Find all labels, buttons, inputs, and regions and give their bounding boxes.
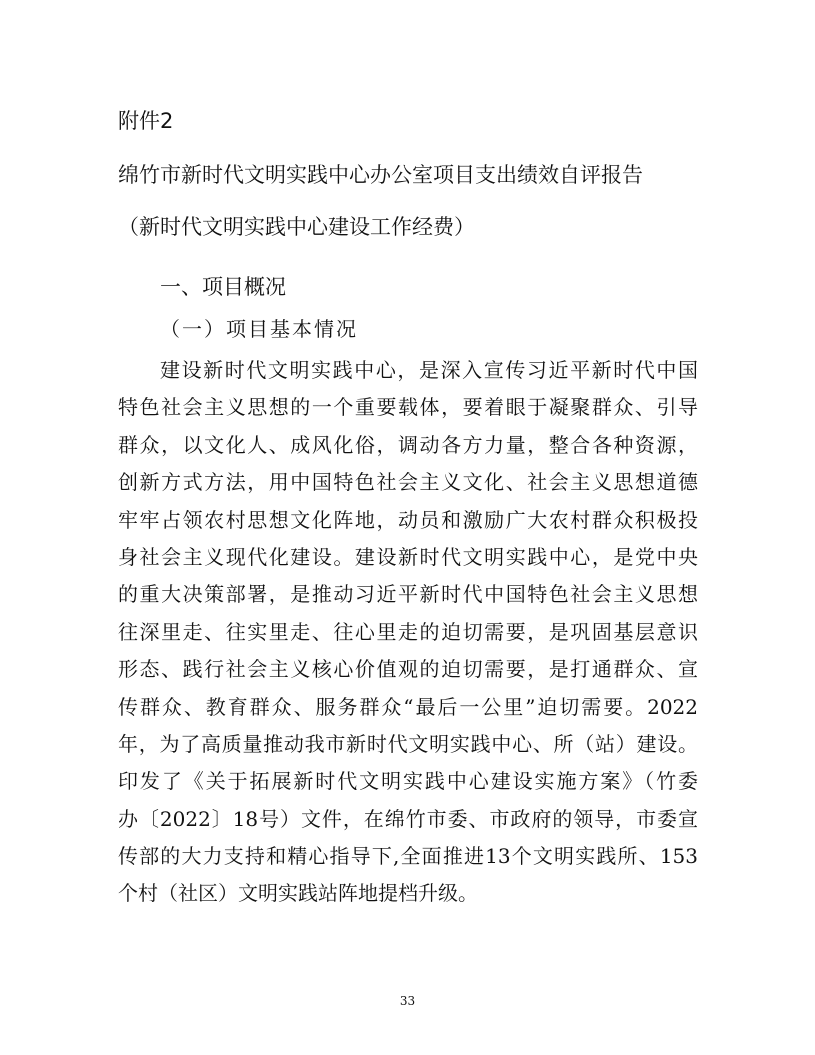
subsection-heading-basic-info: （一）项目基本情况 [160, 317, 358, 341]
body-paragraph [118, 352, 698, 913]
paragraph-line: 的重大决策部署，是推动习近平新时代中国特色社会主义思想 [118, 582, 698, 607]
page-number: 33 [399, 994, 416, 1008]
paragraph-line: 特色社会主义思想的一个重要载体，要着眼于凝聚群众、引导 [118, 395, 698, 420]
paragraph-line: 群众，以文化人、成风化俗，调动各方力量，整合各种资源， [118, 432, 698, 457]
paragraph-line: 建设新时代文明实践中心，是深入宣传习近平新时代中国 [160, 358, 698, 382]
document-subtitle: （新时代文明实践中心建设工作经费） [118, 215, 475, 239]
paragraph-line: 年，为了高质量推动我市新时代文明实践中心、所（站）建设。 [118, 731, 698, 756]
paragraph-line: 传群众、教育群众、服务群众“最后一公里”迫切需要。2022 [118, 694, 698, 719]
paragraph-line: 个村（社区）文明实践站阵地提档升级。 [118, 881, 478, 906]
section-heading-project-overview: 一、项目概况 [160, 275, 286, 299]
paragraph-line: 传部的大力支持和精心指导下,全面推进13个文明实践所、153 [118, 844, 698, 869]
document-title: 绵竹市新时代文明实践中心办公室项目支出绩效自评报告 [118, 163, 643, 187]
paragraph-line: 印发了《关于拓展新时代文明实践中心建设实施方案》（竹委 [118, 769, 698, 794]
paragraph-line: 身社会主义现代化建设。建设新时代文明实践中心，是党中央 [118, 544, 698, 569]
attachment-label: 附件2 [118, 109, 174, 133]
paragraph-line: 创新方式方法，用中国特色社会主义文化、社会主义思想道德 [118, 470, 698, 495]
paragraph-line: 办〔2022〕18号）文件，在绵竹市委、市政府的领导，市委宣 [118, 806, 698, 831]
paragraph-line: 往深里走、往实里走、往心里走的迫切需要，是巩固基层意识 [118, 619, 698, 644]
paragraph-line: 牢牢占领农村思想文化阵地，动员和激励广大农村群众积极投 [118, 507, 698, 532]
paragraph-line: 形态、践行社会主义核心价值观的迫切需要，是打通群众、宣 [118, 657, 698, 682]
